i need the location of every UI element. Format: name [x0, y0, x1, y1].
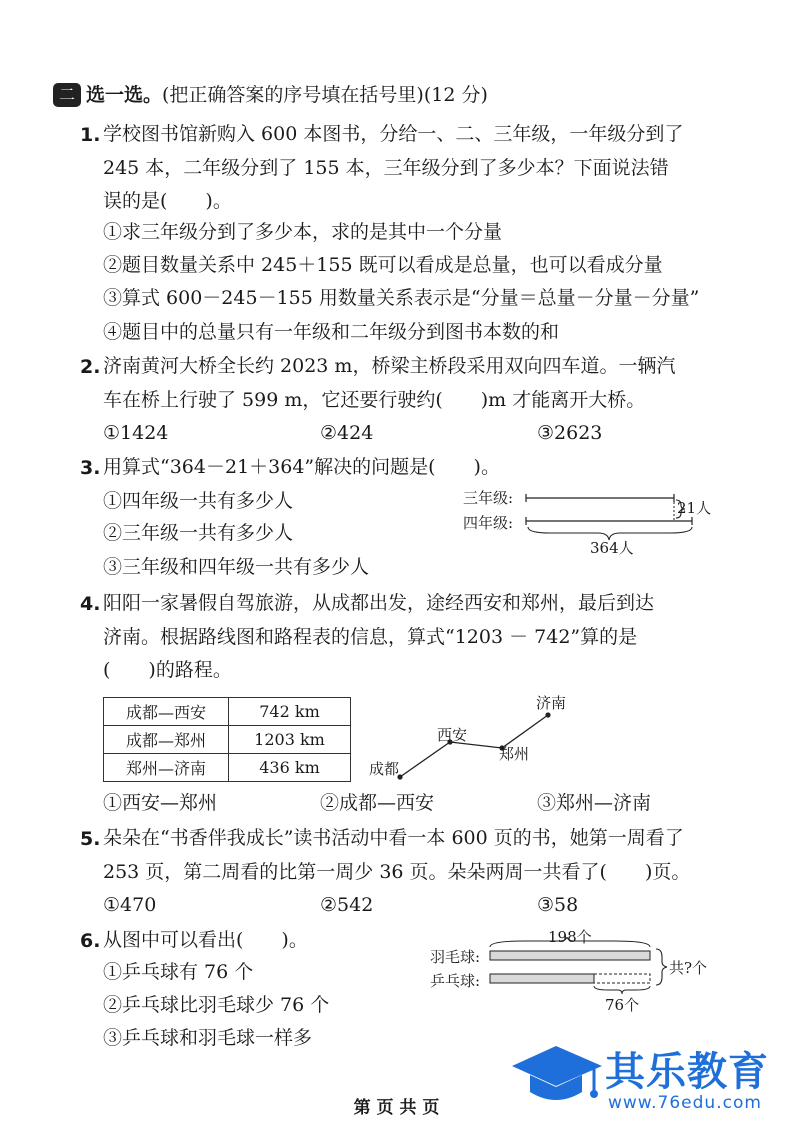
q4-option-2: ②成都—西安	[320, 792, 435, 814]
map-label-zhengzhou: 郑州	[499, 745, 530, 763]
table-cell-route: 成都—西安	[104, 698, 229, 726]
q6-number: 6.	[80, 930, 101, 952]
q6-diff-label: 76个	[605, 996, 640, 1014]
q3-number: 3.	[80, 457, 101, 479]
q3-option-2: ②三年级一共有多少人	[103, 522, 294, 544]
table-row	[104, 754, 351, 782]
q2-line-1: 济南黄河大桥全长约 2023 m，桥梁主桥段采用双向四车道。一辆汽	[103, 355, 676, 377]
q4-option-1: ①西安—郑州	[103, 792, 218, 814]
table-cell-distance: 742 km	[229, 698, 351, 726]
q5-option-1: ①470	[103, 894, 157, 916]
logo-url: www.76edu.com	[608, 1093, 762, 1113]
q5-option-2: ②542	[320, 894, 374, 916]
q5-option-3: ③58	[537, 894, 579, 916]
map-label-xian: 西安	[437, 726, 468, 744]
table-cell-route: 成都—郑州	[104, 726, 229, 754]
map-label-chengdu: 成都	[369, 760, 400, 778]
q1-line-2: 245 本，二年级分到了 155 本，三年级分到了多少本？下面说法错	[103, 157, 669, 179]
map-label-jinan: 济南	[536, 694, 567, 712]
q4-line-1: 阳阳一家暑假自驾旅游，从成都出发，途经西安和郑州，最后到达	[103, 592, 655, 614]
table-cell-distance: 1203 km	[229, 726, 351, 754]
table-cell-route: 郑州—济南	[104, 754, 229, 782]
q6-line: 从图中可以看出( )。	[103, 929, 308, 951]
q1-number: 1.	[80, 124, 101, 146]
q3-label-fourth-grade: 四年级:	[463, 514, 514, 532]
q5-number: 5.	[80, 828, 101, 850]
table-row	[104, 726, 351, 754]
q2-option-2: ②424	[320, 422, 374, 444]
q6-label-badminton: 羽毛球:	[430, 948, 481, 966]
q1-option-4: ④题目中的总量只有一年级和二年级分到图书本数的和	[103, 321, 560, 343]
q3-option-1: ①四年级一共有多少人	[103, 490, 294, 512]
q6-option-2: ②乒乓球比羽毛球少 76 个	[103, 994, 330, 1016]
q3-label-third-grade: 三年级:	[463, 489, 514, 507]
q1-option-3: ③算式 600－245－155 用数量关系表示是“分量＝总量－分量－分量”	[103, 287, 700, 309]
q3-line: 用算式“364－21＋364”解决的问题是( )。	[103, 456, 500, 478]
q2-line-2: 车在桥上行驶了 599 m，它还要行驶约( )m 才能离开大桥。	[103, 389, 646, 411]
section-title-main: 选一选。	[86, 84, 163, 106]
q3-bottom-value: 364人	[590, 539, 634, 557]
section-title	[86, 80, 488, 110]
table-cell-distance: 436 km	[229, 754, 351, 782]
q1-option-1: ①求三年级分到了多少本，求的是其中一个分量	[103, 221, 503, 243]
q3-diff-label: 21人	[677, 499, 712, 517]
q1-option-2: ②题目数量关系中 245＋155 既可以看成是总量，也可以看成分量	[103, 254, 663, 276]
section-subtitle: (把正确答案的序号填在括号里)(12 分)	[162, 84, 488, 106]
q1-line-1: 学校图书馆新购入 600 本图书，分给一、二、三年级，一年级分到了	[103, 123, 684, 145]
q2-number: 2.	[80, 356, 101, 378]
page-footer: 第 页 共 页	[353, 1098, 440, 1118]
q5-line-2: 253 页，第二周看的比第一周少 36 页。朵朵两周一共看了( )页。	[103, 861, 691, 883]
q6-label-pingpong: 乒乓球:	[430, 972, 481, 990]
table-row	[104, 698, 351, 726]
q6-option-1: ①乒乓球有 76 个	[103, 961, 254, 983]
q6-total-label: 共?个	[669, 959, 708, 977]
q2-option-1: ①1424	[103, 422, 169, 444]
q6-top-value: 198个	[548, 928, 592, 946]
q4-number: 4.	[80, 593, 101, 615]
q3-option-3: ③三年级和四年级一共有多少人	[103, 556, 370, 578]
section-badge: 二	[53, 83, 81, 107]
q5-line-1: 朵朵在“书香伴我成长”读书活动中看一本 600 页的书，她第一周看了	[103, 827, 684, 849]
q1-line-3: 误的是( )。	[103, 190, 232, 212]
logo-name: 其乐教育	[605, 1049, 769, 1095]
q4-line-2: 济南。根据路线图和路程表的信息，算式“1203 － 742”算的是	[103, 626, 638, 648]
q2-option-3: ③2623	[537, 422, 603, 444]
q6-bar-diagram	[484, 937, 674, 999]
graduation-cap-icon	[508, 1042, 606, 1108]
distance-table	[103, 697, 351, 782]
q4-line-3: ( )的路程。	[103, 659, 232, 681]
q6-option-3: ③乒乓球和羽毛球一样多	[103, 1027, 313, 1049]
q4-option-3: ③郑州—济南	[537, 792, 652, 814]
